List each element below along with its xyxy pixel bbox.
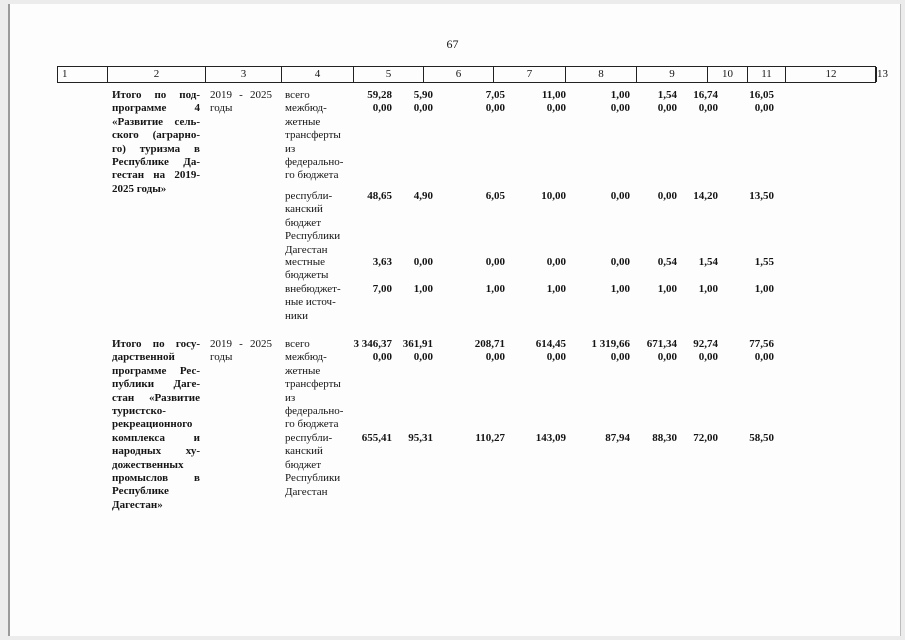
page-number: 67 bbox=[446, 37, 459, 51]
section1-row-3-value-11: 1,00 bbox=[698, 283, 718, 295]
section2-row-1-value-12: 58,50 bbox=[749, 432, 774, 444]
header-cell-12: 12 bbox=[786, 67, 877, 82]
section2-row-1-value-6: 95,31 bbox=[408, 432, 433, 444]
section2-row-1-label: республи-канский бюджет Республики Дагестан bbox=[285, 432, 341, 498]
section1-row-3-value-8: 1,00 bbox=[546, 283, 566, 295]
section2-title: Итого по госу-дарственной программе Рес-публики Даге-стан «Развитие туристско-рекреационного комплекса и народных ху-дожественных промыслов в Республике Дагестан» bbox=[112, 338, 200, 511]
section1-row-3-label: внебюджет-ные источ-ники bbox=[285, 283, 341, 322]
section1-row-0-value-11: 16,74 0,00 bbox=[693, 89, 718, 115]
section1-row-1-value-11: 14,20 bbox=[693, 190, 718, 202]
header-cell-2: 2 bbox=[108, 67, 206, 82]
section1-row-1-value-7: 6,05 bbox=[485, 190, 505, 202]
section1-row-1-value-5: 48,65 bbox=[367, 190, 392, 202]
section1-row-1-value-10: 0,00 bbox=[657, 190, 677, 202]
header-cell-8: 8 bbox=[566, 67, 637, 82]
section1-row-3-value-12: 1,00 bbox=[754, 283, 774, 295]
section1-row-0-value-5: 59,28 0,00 bbox=[367, 89, 392, 115]
section1-row-0-value-12: 16,05 0,00 bbox=[749, 89, 774, 115]
section1-row-2-value-5: 3,63 bbox=[372, 256, 392, 268]
header-cell-3: 3 bbox=[206, 67, 282, 82]
section1-title: Итого по под-программе 4 «Развитие сель-ского (аграрно-го) туризма в Республике Да-гестан на 2019-2025 годы» bbox=[112, 89, 200, 195]
section2-row-1-value-11: 72,00 bbox=[693, 432, 718, 444]
section2-row-0-value-5: 3 346,37 0,00 bbox=[353, 338, 392, 364]
section2-row-1-value-9: 87,94 bbox=[605, 432, 630, 444]
section1-row-3-value-9: 1,00 bbox=[610, 283, 630, 295]
section2-row-1-value-10: 88,30 bbox=[652, 432, 677, 444]
header-cell-4: 4 bbox=[282, 67, 354, 82]
section2-row-1-value-5: 655,41 bbox=[361, 432, 392, 444]
section1-row-3-value-10: 1,00 bbox=[657, 283, 677, 295]
section1-row-2-value-8: 0,00 bbox=[546, 256, 566, 268]
table-header-row bbox=[57, 66, 876, 83]
header-cell-6: 6 bbox=[424, 67, 494, 82]
section1-row-2-value-12: 1,55 bbox=[754, 256, 774, 268]
section1-row-2-value-11: 1,54 bbox=[698, 256, 718, 268]
section2-row-0-value-6: 361,91 0,00 bbox=[402, 338, 433, 364]
header-cell-10: 10 bbox=[708, 67, 748, 82]
section1-row-2-value-10: 0,54 bbox=[657, 256, 677, 268]
section1-row-1-label: республи-канский бюджет Республики Дагестан bbox=[285, 190, 341, 256]
section1-row-1-value-6: 4,90 bbox=[413, 190, 433, 202]
section2-row-0-label: всего межбюд-жетные трансферты из федерально-го бюджета bbox=[285, 338, 344, 431]
section1-row-3-value-5: 7,00 bbox=[372, 283, 392, 295]
section2-row-0-value-7: 208,71 0,00 bbox=[474, 338, 505, 364]
section1-row-2-value-7: 0,00 bbox=[485, 256, 505, 268]
section1-row-1-value-12: 13,50 bbox=[749, 190, 774, 202]
section2-period: 2019 - 2025 годы bbox=[210, 338, 272, 364]
section2-row-0-value-12: 77,56 0,00 bbox=[749, 338, 774, 364]
section1-row-0-label: всего межбюд-жетные трансферты из федерально-го бюджета bbox=[285, 89, 344, 182]
section1-row-0-value-6: 5,90 0,00 bbox=[413, 89, 433, 115]
section1-period: 2019 - 2025 годы bbox=[210, 89, 272, 115]
section2-row-0-value-11: 92,74 0,00 bbox=[693, 338, 718, 364]
section1-row-2-label: местные бюджеты bbox=[285, 256, 329, 282]
section2-row-0-value-9: 1 319,66 0,00 bbox=[591, 338, 630, 364]
header-cell-9: 9 bbox=[637, 67, 708, 82]
header-cell-5: 5 bbox=[354, 67, 424, 82]
section1-row-0-value-8: 11,00 0,00 bbox=[541, 89, 566, 115]
section1-row-3-value-7: 1,00 bbox=[485, 283, 505, 295]
section1-row-1-value-8: 10,00 bbox=[541, 190, 566, 202]
section1-row-1-value-9: 0,00 bbox=[610, 190, 630, 202]
section1-row-0-value-7: 7,05 0,00 bbox=[485, 89, 505, 115]
section2-row-0-value-8: 614,45 0,00 bbox=[535, 338, 566, 364]
section2-row-0-value-10: 671,34 0,00 bbox=[646, 338, 677, 364]
header-cell-11: 11 bbox=[748, 67, 786, 82]
section1-row-3-value-6: 1,00 bbox=[413, 283, 433, 295]
header-cell-7: 7 bbox=[494, 67, 566, 82]
section1-row-0-value-10: 1,54 0,00 bbox=[657, 89, 677, 115]
header-cell-1: 1 bbox=[58, 67, 108, 82]
section1-row-2-value-9: 0,00 bbox=[610, 256, 630, 268]
section1-row-2-value-6: 0,00 bbox=[413, 256, 433, 268]
section1-row-0-value-9: 1,00 0,00 bbox=[610, 89, 630, 115]
section2-row-1-value-8: 143,09 bbox=[535, 432, 566, 444]
section2-row-1-value-7: 110,27 bbox=[475, 432, 505, 444]
